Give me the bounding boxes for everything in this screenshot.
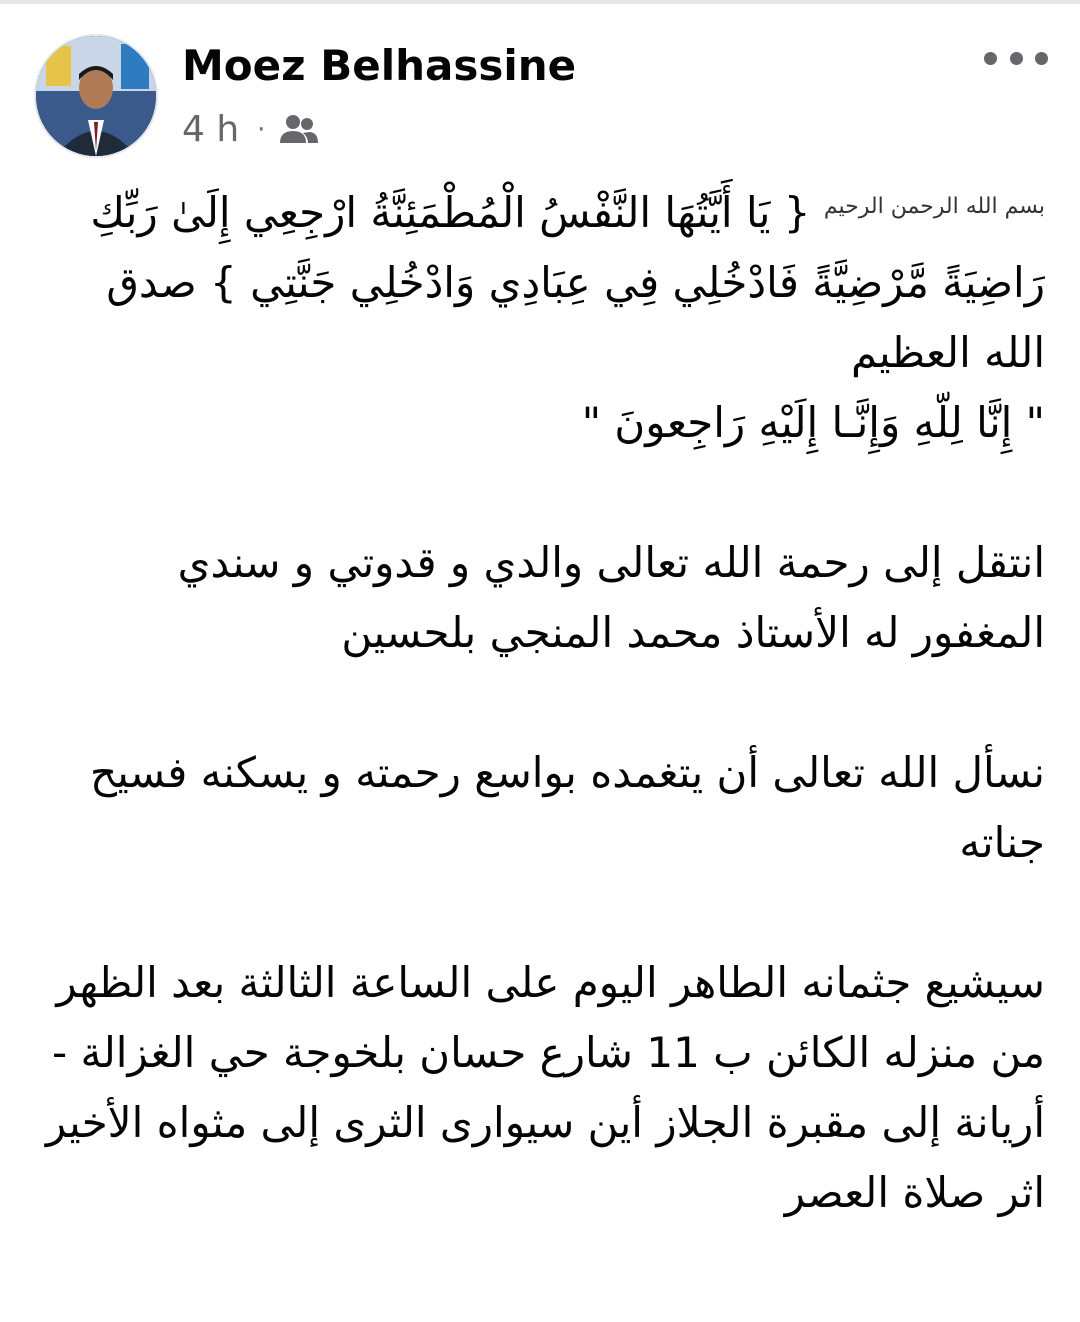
post-paragraph-prayer: نسأل الله تعالى أن يتغمده بواسع رحمته و يسكنه فسيح جناته — [89, 748, 1045, 867]
verse-text: { يَا أَيَّتُهَا النَّفْسُ الْمُطْمَئِنَّةُ ارْجِعِي إِلَىٰ رَبِّكِ رَاضِيَةً مَّرْضِيَّةً فَادْخُلِي فِي عِبَادِي وَادْخُلِي جَنَّتِي } صدق الله العظيم — [90, 188, 1045, 377]
friends-icon[interactable] — [279, 113, 319, 147]
post-paragraph-verse — [40, 178, 1045, 388]
more-dots-icon — [1035, 52, 1048, 65]
post-time[interactable]: 4 h — [182, 109, 240, 150]
post-header — [0, 0, 1080, 170]
avatar-photo-icon — [36, 36, 156, 156]
meta-separator: · — [257, 115, 266, 145]
paragraph-spacer — [40, 668, 1045, 738]
more-options-button[interactable] — [984, 40, 1048, 76]
post-text — [40, 178, 1045, 1228]
author-name[interactable]: Moez Belhassine — [182, 41, 577, 90]
more-dots-icon — [1010, 52, 1023, 65]
more-dots-icon — [984, 52, 997, 65]
post-paragraph-announcement: انتقل إلى رحمة الله تعالى والدي و قدوتي و سندي المغفور له الأستاذ محمد المنجي بلحسين — [177, 538, 1045, 657]
author-avatar[interactable] — [36, 36, 156, 156]
paragraph-spacer — [40, 878, 1045, 948]
post-paragraph-funeral: سيشيع جثمانه الطاهر اليوم على الساعة الثالثة بعد الظهر من منزله الكائن ب 11 شارع حسان بلخوجة حي الغزالة - أريانة إلى مقبرة الجلاز أين سيوارى الثرى إلى مثواه الأخير اثر صلاة العصر — [45, 958, 1045, 1217]
post-meta — [182, 104, 319, 156]
bismillah-mark: بسم الله الرحمن الرحيم — [823, 194, 1045, 219]
post-paragraph-quote: " إِنَّا لِلّهِ وَإِنَّـا إِلَيْهِ رَاجِعونَ " — [581, 398, 1045, 447]
paragraph-spacer — [40, 458, 1045, 528]
